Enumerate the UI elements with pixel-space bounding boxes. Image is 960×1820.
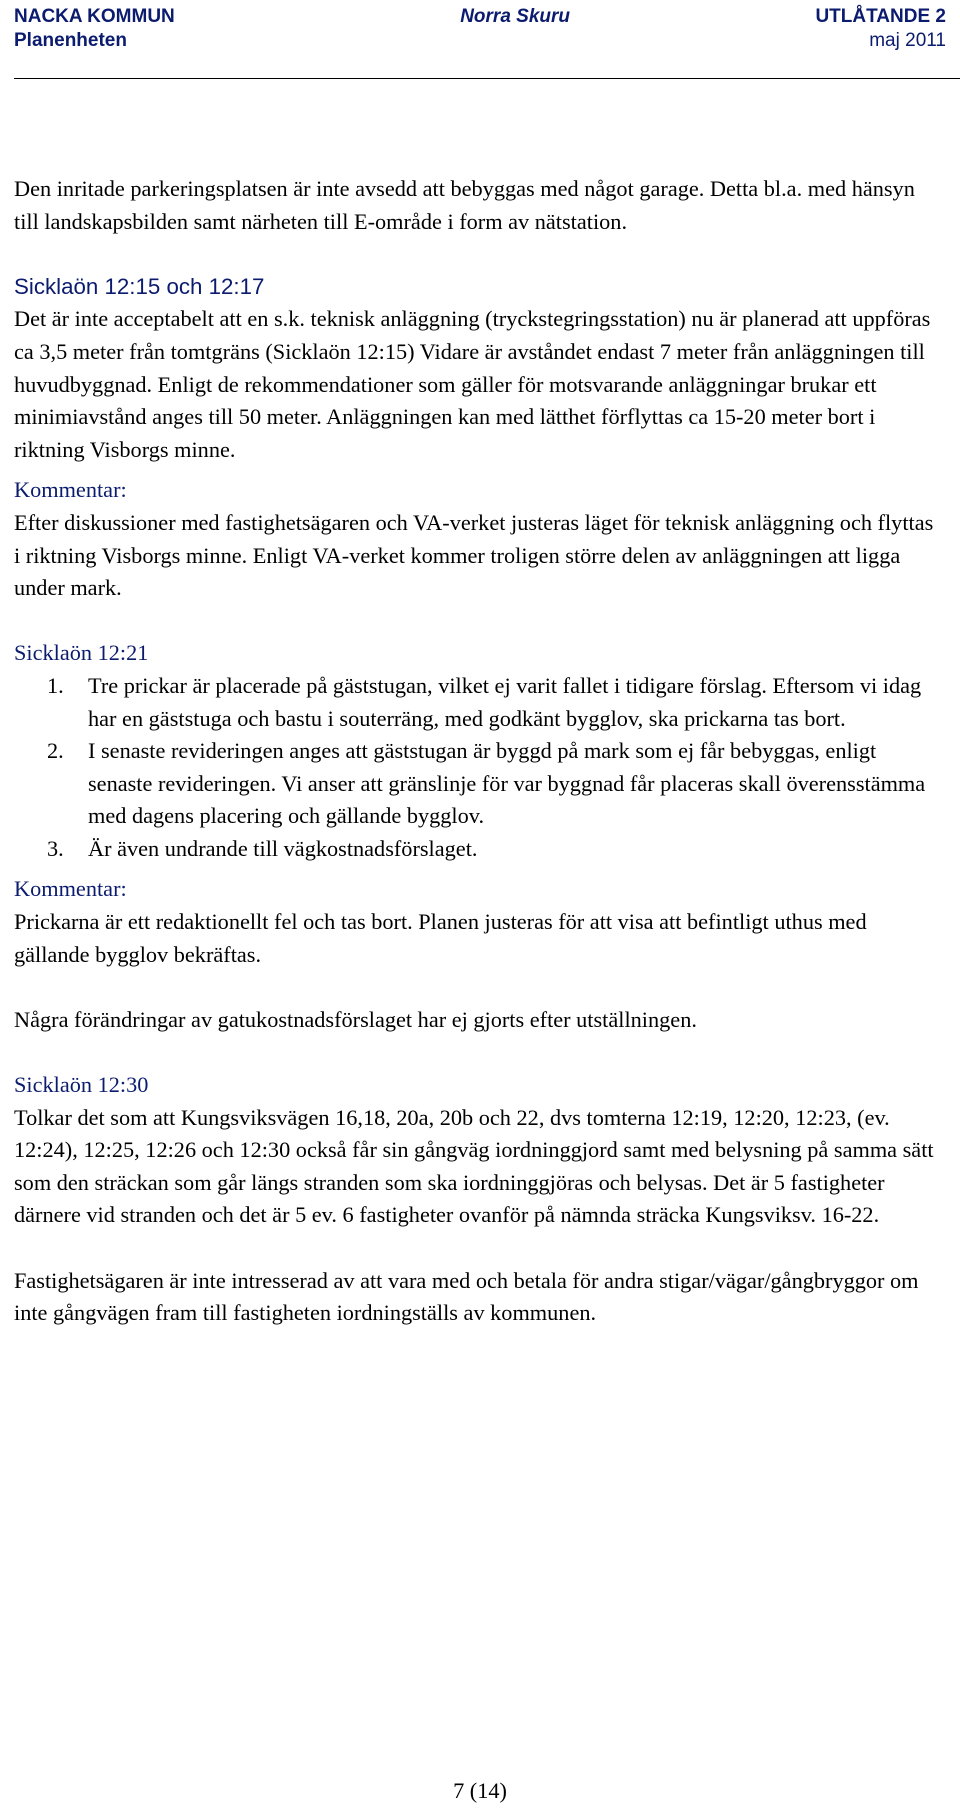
header-date: maj 2011 (869, 30, 946, 51)
header-doc-type: UTLÅTANDE 2 (815, 6, 946, 27)
paragraph-12-15: Det är inte acceptabelt att en s.k. teknisk anläggning (tryckstegringsstation) nu är planerad att uppföras ca 3,5 meter från tomtgräns (Sicklaön 12:15) Vidare är avståndet endast 7 meter från anläggningen till huvudbyggnad. Enligt de rekommendationer som gäller för motsvarande anläggningar brukar ett minimiavstånd anges till 50 meter. Anläggningen kan med lätthet förflyttas ca 15-20 meter bort i riktning Visborgs minne. (14, 306, 931, 462)
note-gatukostnad: Några förändringar av gatukostnadsförslaget har ej gjorts efter utställningen. (14, 1006, 697, 1032)
list-item-number: 1. (47, 672, 64, 698)
list-item (14, 735, 934, 833)
list-12-21 (14, 670, 934, 866)
list-item-text: Är även undrande till vägkostnadsförslaget. (88, 835, 478, 861)
heading-sicklaon-12-30: Sicklaön 12:30 (14, 1072, 149, 1098)
list-item (14, 670, 934, 735)
document-body (14, 173, 934, 1330)
page-header (14, 4, 960, 79)
comment-label-12-15: Kommentar: (14, 477, 127, 503)
heading-sicklaon-12-15: Sicklaön 12:15 och 12:17 (14, 273, 265, 299)
header-org: NACKA KOMMUN (14, 6, 175, 27)
intro-paragraph: Den inritade parkeringsplatsen är inte avsedd att bebyggas med något garage. Detta bl.a. med hänsyn till landskapsbilden samt närheten till E-område i form av nätstation. (14, 176, 915, 234)
list-item-text: I senaste revideringen anges att gäststugan är byggd på mark som ej får bebyggas, enligt senaste revideringen. Vi anser att gränslinje för var byggnad får placeras skall överensstämma med dagens placering och gällande bygglov. (88, 738, 926, 829)
heading-sicklaon-12-21: Sicklaön 12:21 (14, 640, 149, 666)
list-item (14, 833, 934, 866)
list-item-number: 2. (47, 738, 64, 764)
header-project: Norra Skuru (460, 6, 571, 27)
header-department: Planenheten (14, 30, 127, 51)
comment-label-12-21: Kommentar: (14, 876, 127, 902)
list-item-text: Tre prickar är placerade på gäststugan, vilket ej varit fallet i tidigare förslag. Eftersom vi idag har en gäststuga och bastu i souterräng, med godkänt bygglov, ska prickarna tas bort. (88, 672, 922, 731)
page-number: 7 (14) (453, 1778, 507, 1803)
paragraph-12-30-b: Fastighetsägaren är inte intresserad av att vara med och betala för andra stigar/vägar/gångbryggor om inte gångvägen fram till fastigheten iordningställs av kommunen. (14, 1267, 919, 1326)
comment-12-21: Prickarna är ett redaktionellt fel och tas bort. Planen justeras för att visa att befintligt uthus med gällande bygglov bekräftas. (14, 909, 867, 967)
comment-12-15: Efter diskussioner med fastighetsägaren och VA-verket justeras läget för teknisk anläggning och flyttas i riktning Visborgs minne. Enligt VA-verket kommer troligen större delen av anläggningen att ligga under mark. (14, 509, 934, 601)
list-item-number: 3. (47, 835, 64, 861)
paragraph-12-30: Tolkar det som att Kungsviksvägen 16,18, 20a, 20b och 22, dvs tomterna 12:19, 12:20, 12:23, (ev. 12:24), 12:25, 12:26 och 12:30 också får sin gångväg iordninggjord samt med belysning på samma sätt som den sträckan som går längs stranden som ska iordninggjöras och belysas. Det är 5 fastigheter därnere vid stranden och det är 5 ev. 6 fastigheter ovanför på nämnda sträcka Kungsviksv. 16-22. (14, 1104, 934, 1228)
